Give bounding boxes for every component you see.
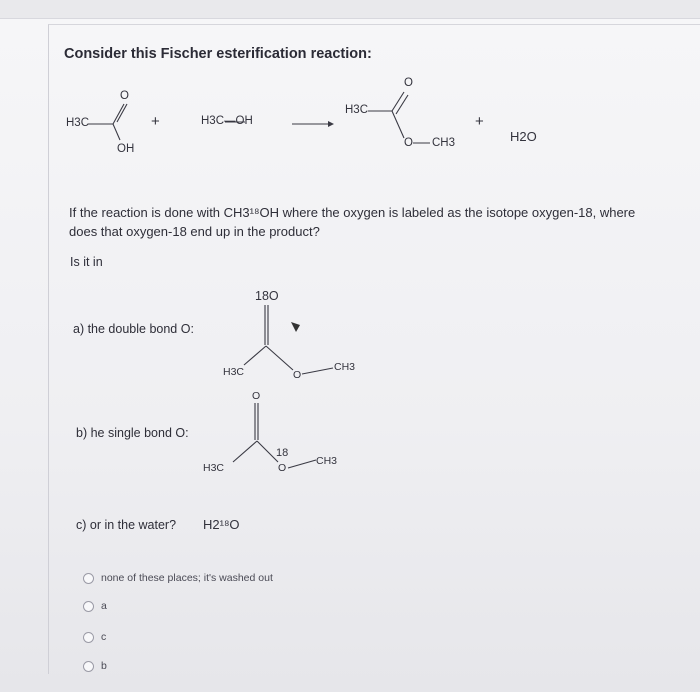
option-b-oxygen: O [278, 462, 287, 474]
radio-button-icon[interactable] [83, 632, 94, 643]
option-b-isotope-number: 18 [276, 447, 289, 459]
answer-choice-label: b [101, 660, 107, 672]
question-title: Consider this Fischer esterification reaction: [64, 46, 372, 62]
acid-carbonyl-oxygen: O [120, 90, 129, 102]
radio-button-icon[interactable] [83, 661, 94, 672]
acid-hydroxyl: OH [117, 143, 135, 155]
option-b-carbonyl-oxygen: O [252, 390, 261, 402]
option-a-methyl: H3C [223, 366, 245, 378]
answer-choice-label: c [101, 631, 107, 643]
answer-choice[interactable] [83, 600, 107, 612]
water-formula: H2O [510, 129, 537, 144]
ester-methoxy-ch3: CH3 [432, 137, 456, 149]
answer-choice-label: none of these places; it's washed out [101, 572, 273, 584]
question-prompt-line1: If the reaction is done with CH3¹⁸OH where the oxygen is labeled as the isotope oxygen-18, where [69, 205, 636, 220]
answer-choice[interactable] [83, 631, 106, 643]
option-a-isotope-oxygen: 18O [255, 289, 279, 303]
radio-button-icon[interactable] [83, 573, 94, 584]
ester-methyl-group: H3C [345, 104, 369, 116]
acid-methyl-group: H3C [66, 117, 90, 129]
question-prompt-line2: does that oxygen-18 end up in the product? [69, 224, 320, 239]
option-b-methyl: H3C [203, 462, 225, 474]
methanol-formula: H3C—OH [201, 115, 253, 127]
option-a-label: a) the double bond O: [73, 322, 194, 336]
ester-oxygen: O [404, 137, 413, 149]
option-b-ch3: CH3 [316, 455, 338, 467]
ester-carbonyl-oxygen: O [404, 77, 413, 89]
answer-choice[interactable] [83, 660, 107, 672]
option-c-label: c) or in the water? [76, 518, 177, 532]
option-c-water-formula: H2¹⁸O [203, 517, 240, 532]
option-a-oxygen: O [293, 369, 302, 381]
option-a-ch3: CH3 [334, 361, 356, 373]
answer-choice[interactable] [83, 572, 273, 584]
option-b-label: b) he single bond O: [76, 426, 189, 440]
radio-button-icon[interactable] [83, 601, 94, 612]
is-it-in-label: Is it in [70, 255, 103, 269]
plus-sign: + [475, 113, 484, 130]
plus-sign: + [151, 113, 160, 130]
answer-choice-label: a [101, 600, 107, 612]
